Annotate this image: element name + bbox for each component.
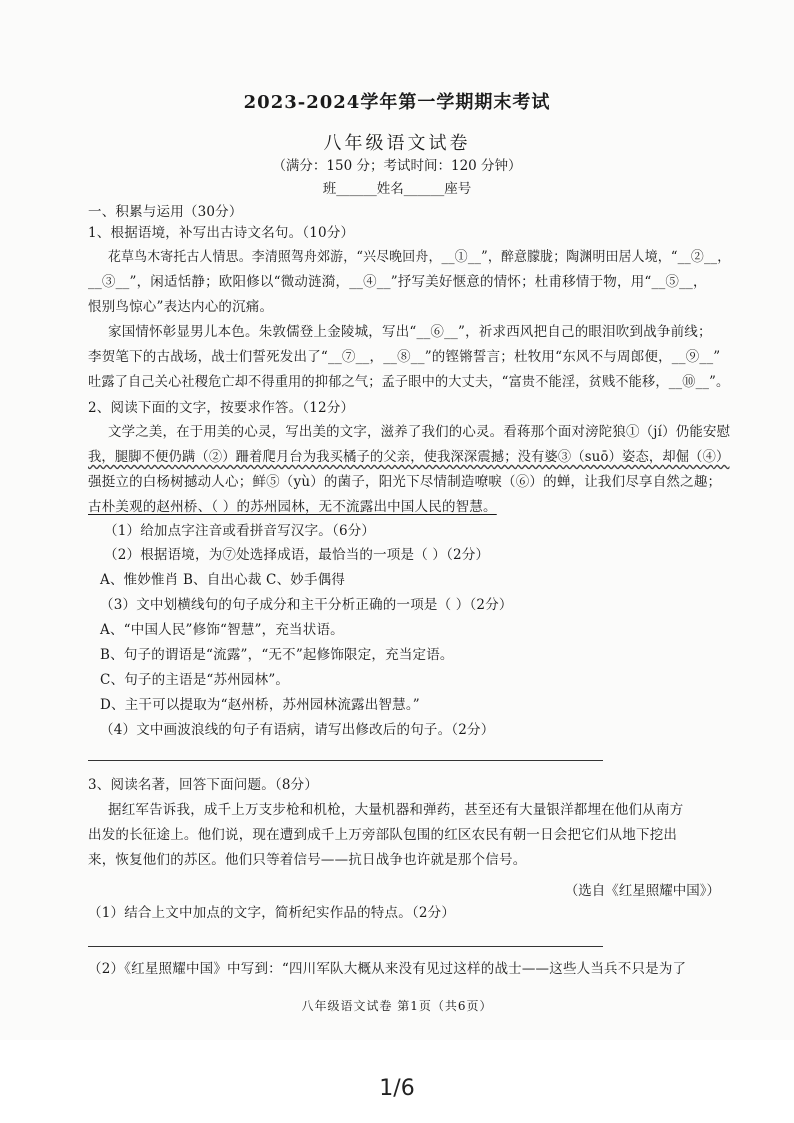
q2-choice: A、惟妙惟肖 B、自出心裁 C、妙手偶得 [100, 572, 346, 588]
q3-sub: （2）《红星照耀中国》中写到：“四川军队大概从来没有见过这样的战士——这些人当兵不只是为了 [88, 961, 687, 977]
q3-source: （选自《红星照耀中国》） [564, 883, 720, 899]
q3-passage-line: 出发的长征途上。他们说，现在遭到成千上万旁部队包围的红区农民有朝一日会把它们从地下挖出 [88, 827, 678, 843]
q1-line: 吐露了自己关心社稷危亡却不得重用的抑郁之气；孟子眼中的大丈夫，“富贵不能淫，贫贱不能移，__⑩__”。 [88, 374, 730, 390]
q2-line: 我，腿脚不便仍蹒（②）跚着爬月台为我买橘子的父亲，使我深深震撼；没有婆③（suō）姿态，却倔（④） [88, 449, 730, 465]
q2-sub: （2）根据语境，为⑦处选择成语，最恰当的一项是（ ）（2分） [104, 547, 490, 563]
exam-subtitle: 八年级语文试卷 [323, 133, 471, 154]
q3-prompt: 3、阅读名著，回答下面问题。（8分） [88, 777, 319, 793]
student-fields: 班______姓名______座号 [322, 181, 472, 197]
q2-prompt: 2、阅读下面的文字，按要求作答。（12分） [88, 400, 355, 416]
q2-line: 古朴美观的赵州桥、（ ）的苏州园林，无不流露出中国人民的智慧。 [88, 499, 497, 515]
q3-passage-line: 来，恢复他们的苏区。他们只等着信号——抗日战争也许就是那个信号。 [88, 852, 527, 868]
q2-choice: A、“中国人民”修饰“智慧”，充当状语。 [100, 622, 344, 638]
q3-passage-line: 据红军告诉我，成千上万支步枪和机枪，大量机器和弹药，甚至还有大量银洋都埋在他们从南方 [108, 802, 684, 818]
q2-sub: （3）文中划横线句的句子成分和主干分析正确的一项是（ ）（2分） [100, 597, 513, 613]
q1-line: 恨别鸟惊心”表达内心的沉痛。 [88, 299, 274, 315]
section-heading: 一、积累与运用（30分） [88, 204, 243, 220]
answer-line [88, 760, 603, 761]
q2-choice: D、主干可以提取为“赵州桥，苏州园林流露出智慧。” [100, 697, 420, 713]
exam-title: 2023-2024学年第一学期期末考试 [243, 92, 551, 113]
q2-choice: C、句子的主语是“苏州园林”。 [100, 672, 290, 688]
page-indicator: 1/6 [379, 1076, 415, 1101]
q2-sub: （1）给加点字注音或看拼音写汉字。（6分） [104, 523, 376, 539]
exam-meta: （满分：150 分；考试时间：120 分钟） [272, 158, 522, 174]
q1-line: 家国情怀彰显男儿本色。朱敦儒登上金陵城，写出“__⑥__”，祈求西风把自己的眼泪吹到战争前线； [108, 324, 712, 340]
q3-sub: （1）结合上文中加点的文字，简析纪实作品的特点。（2分） [88, 905, 456, 921]
q2-choice: B、句子的谓语是“流露”，“无不”起修饰限定，充当定语。 [100, 647, 454, 663]
page-footer: 八年级语文试卷 第1页（共6页） [301, 999, 493, 1013]
q1-line: 李贺笔下的古战场，战士们誓死发出了“__⑦__，__⑧__”的铿锵誓言；杜牧用“东风不与周郎便，__⑨__” [88, 349, 721, 365]
answer-line [88, 946, 603, 947]
q2-sub: （4）文中画波浪线的句子有语病，请写出修改后的句子。（2分） [100, 722, 495, 738]
q2-line: 强挺立的白杨树撼动人心；鲜⑤（yù）的菌子，阳光下尽情制造嘹唳（⑥）的蝉，让我们尽享自然之趣； [88, 474, 722, 490]
q2-line: 文学之美，在于用美的心灵，写出美的文字，滋养了我们的心灵。看蒋那个面对滂陀狼①（jí）仍能安慰 [108, 424, 731, 440]
q1-line: __③__”，闲适恬静；欧阳修以“微动涟漪，__④__”抒写美好惬意的情怀；杜甫移情于物，用“__⑤__， [88, 274, 707, 290]
q1-line: 花草鸟木寄托古人情思。李清照驾舟郊游，“兴尽晚回舟，__①__”，醉意朦胧；陶渊明田居人境，“__②__， [108, 249, 731, 265]
q1-prompt: 1、根据语境，补写出古诗文名句。（10分） [88, 225, 355, 241]
